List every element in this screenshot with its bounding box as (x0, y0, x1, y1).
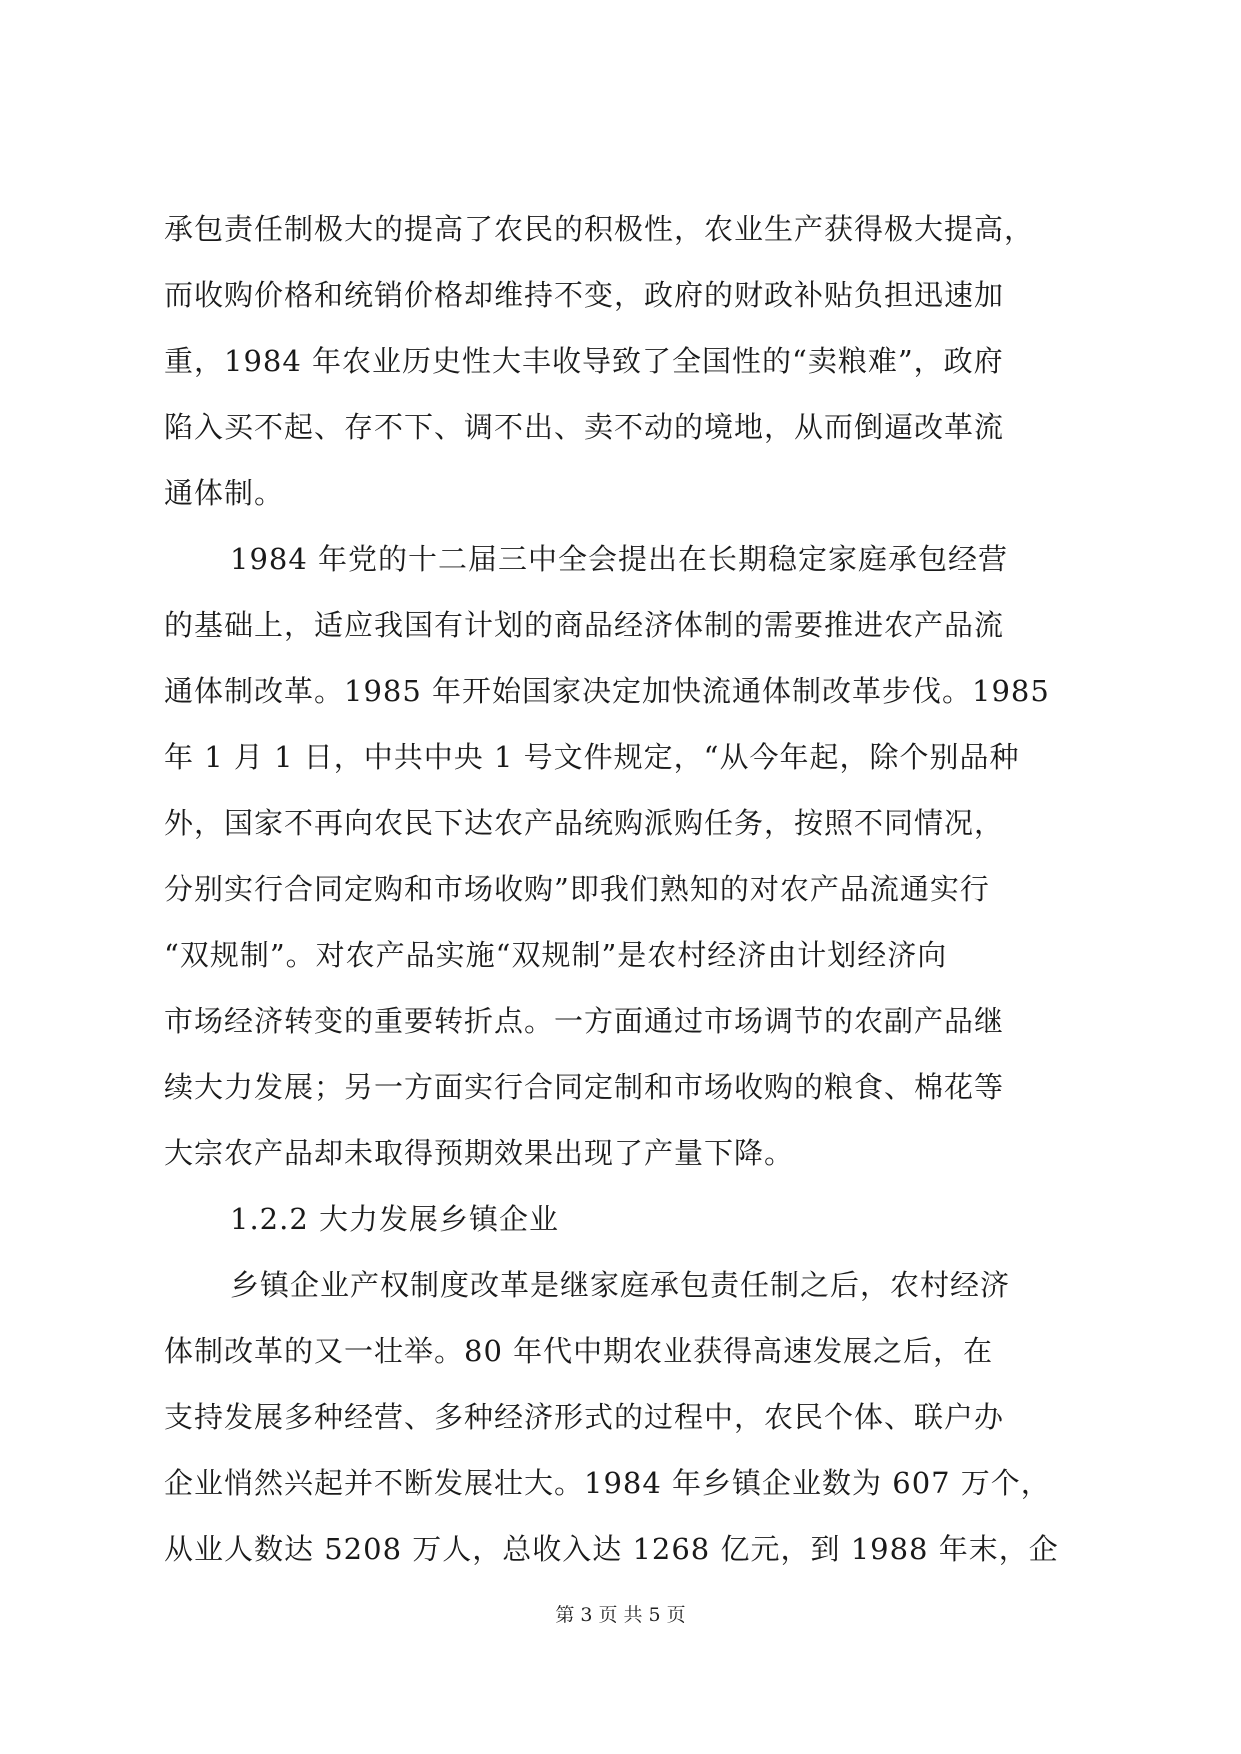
text-line: 重，1984 年农业历史性大丰收导致了全国性的“卖粮难”，政府 (164, 344, 1004, 378)
page-footer: 第 3 页 共 5 页 (555, 1604, 686, 1626)
text-line: 而收购价格和统销价格却维持不变，政府的财政补贴负担迅速加 (164, 278, 1005, 312)
text-line: 续大力发展；另一方面实行合同定制和市场收购的粮食、棉花等 (164, 1070, 1005, 1104)
text-line: 大宗农产品却未取得预期效果出现了产量下降。 (164, 1136, 795, 1170)
text-line: 外，国家不再向农民下达农产品统购派购任务，按照不同情况， (164, 806, 1005, 840)
section-heading: 1.2.2 大力发展乡镇企业 (230, 1202, 560, 1236)
text-line: 市场经济转变的重要转折点。一方面通过市场调节的农副产品继 (164, 1004, 1005, 1038)
text-line: 体制改革的又一壮举。80 年代中期农业获得高速发展之后，在 (164, 1334, 994, 1368)
paragraph-first-line: 乡镇企业产权制度改革是继家庭承包责任制之后，农村经济 (230, 1268, 1011, 1302)
text-line: 年 1 月 1 日，中共中央 1 号文件规定，“从今年起，除个别品种 (164, 740, 1020, 774)
text-line: 通体制改革。1985 年开始国家决定加快流通体制改革步伐。1985 (164, 674, 1050, 708)
text-line: 通体制。 (164, 476, 285, 510)
paragraph-first-line: 1984 年党的十二届三中全会提出在长期稳定家庭承包经营 (230, 542, 1009, 576)
text-line: 企业悄然兴起并不断发展壮大。1984 年乡镇企业数为 607 万个， (164, 1466, 1051, 1500)
text-line: 分别实行合同定购和市场收购”即我们熟知的对农产品流通实行 (164, 872, 990, 906)
text-line: 从业人数达 5208 万人，总收入达 1268 亿元，到 1988 年末，企 (164, 1532, 1059, 1566)
text-line: 支持发展多种经营、多种经济形式的过程中，农民个体、联户办 (164, 1400, 1005, 1434)
text-line: 承包责任制极大的提高了农民的积极性，农业生产获得极大提高， (164, 212, 1035, 246)
text-line: 陷入买不起、存不下、调不出、卖不动的境地，从而倒逼改革流 (164, 410, 1005, 444)
text-line: “双规制”。对农产品实施“双规制”是农村经济由计划经济向 (164, 938, 948, 972)
text-line: 的基础上，适应我国有计划的商品经济体制的需要推进农产品流 (164, 608, 1005, 642)
